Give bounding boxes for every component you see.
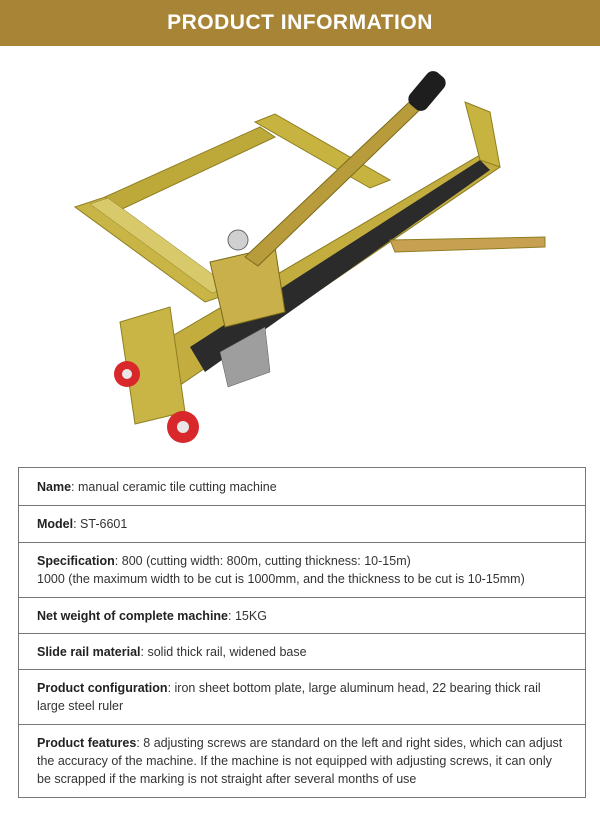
page-title: PRODUCT INFORMATION [167,11,433,34]
spec-row-slide-rail: Slide rail material: solid thick rail, widened base [19,634,585,670]
side-guide-arm [105,127,275,210]
scoring-wheel [228,230,248,250]
extension-arm [390,237,545,252]
ruler-strip [90,198,230,293]
spec-row-model: Model: ST-6601 [19,506,585,543]
spec-row-net-weight: Net weight of complete machine: 15KG [19,598,585,634]
spec-row-name: Name: manual ceramic tile cutting machine [19,468,585,506]
spec-row-configuration: Product configuration: iron sheet bottom plate, large aluminum head, 22 bearing thick rail large steel ruler [19,670,585,725]
spec-row-specification: Specification: 800 (cutting width: 800m, cutting thickness: 10-15m) 1000 (the maximum width to be cut is 1000mm, and the thickness to be cut is 10-15mm) [19,543,585,598]
spec-row-features: Product features: 8 adjusting screws are standard on the left and right sides, which can adjust the accuracy of the machine. If the machine is not equipped with adjusting screws, it can only be scrapped if the marking is not straight after several months of use [37,736,563,786]
header-banner [0,0,600,46]
spec-table [18,467,586,798]
product-photo [60,52,550,457]
rear-end-bracket [465,102,500,167]
